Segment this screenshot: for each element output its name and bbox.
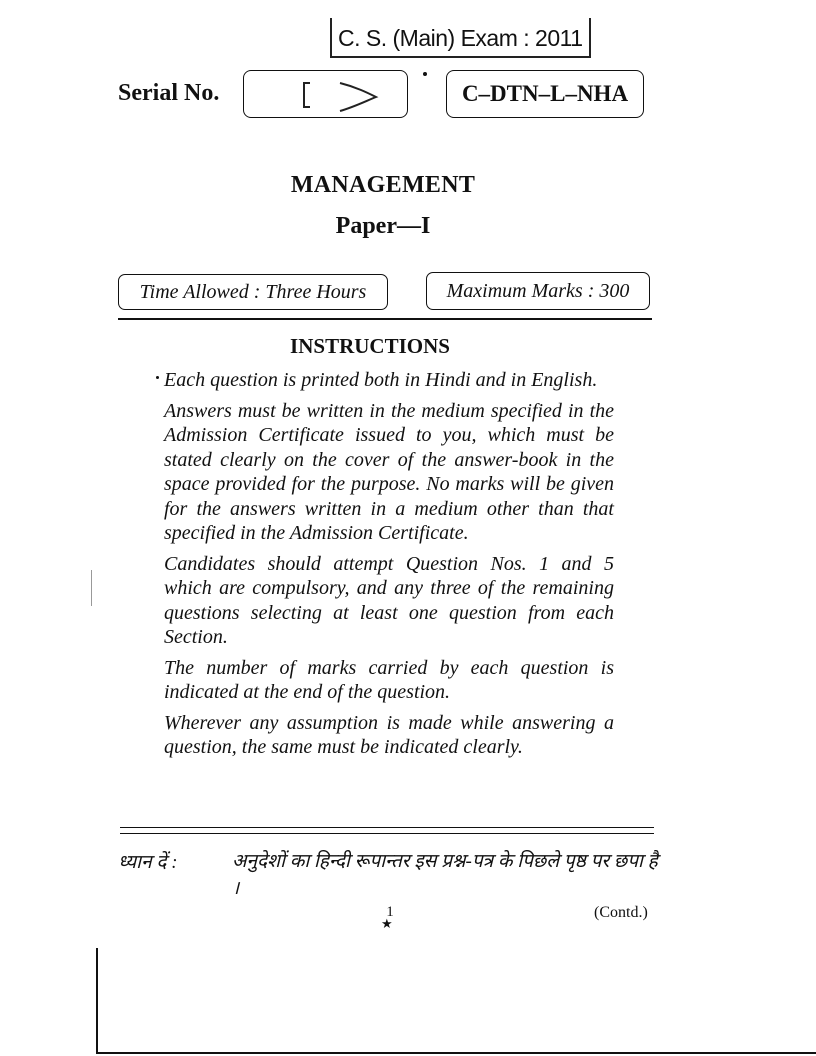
instruction-item <box>164 399 614 546</box>
divider <box>120 827 654 828</box>
contd-label: (Contd.) <box>594 904 648 921</box>
star-icon: ★ <box>381 916 393 931</box>
divider <box>118 318 652 320</box>
time-allowed: Time Allowed : Three Hours <box>118 274 388 310</box>
serial-number-box <box>243 70 408 118</box>
paper-title: Paper—I <box>335 213 431 239</box>
instruction-text: The number of marks carried by each question is indicated at the end of the question. <box>164 656 614 703</box>
subject-title: MANAGEMENT <box>290 172 476 198</box>
page-number: 1 <box>386 904 394 920</box>
hindi-note-text: अनुदेशों का हिन्दी रूपान्तर इस प्रश्न-पत्र के पिछले पृष्ठ पर छपा है । <box>232 851 658 899</box>
divider <box>120 833 654 834</box>
exam-stamp: C. S. (Main) Exam : 2011 <box>330 18 591 58</box>
instruction-item <box>164 711 614 760</box>
scan-border-bottom <box>96 1052 816 1054</box>
instruction-item <box>164 368 614 393</box>
instruction-text: Wherever any assumption is made while answering a question, the same must be indicated clearly. <box>164 711 614 758</box>
instruction-text: Each question is printed both in Hindi and in English. <box>164 369 598 391</box>
instruction-text: Answers must be written in the medium specified in the Admission Certificate issued to you, which must be stated clearly on the cover of the answer-book in the space provided for the purpose. No marks will be given for the answers written in a medium other than that specified in the Admission Certificate. <box>164 399 614 544</box>
handwritten-serial-mark <box>244 71 407 117</box>
paper-code-box: C–DTN–L–NHA <box>446 70 644 118</box>
instruction-item <box>164 552 614 650</box>
instructions-heading: INSTRUCTIONS <box>290 334 450 358</box>
bullet-dot <box>156 376 159 379</box>
serial-label: Serial No. <box>118 80 220 106</box>
instruction-text: Candidates should attempt Question Nos. 1 and 5 which are compulsory, and any three of the remaining questions selecting at least one question from each Section. <box>164 552 614 648</box>
scan-mark <box>91 570 92 606</box>
hindi-note-label: ध्यान दें : <box>118 852 178 873</box>
stray-dot <box>423 72 427 76</box>
maximum-marks: Maximum Marks : 300 <box>426 272 650 310</box>
instructions-list <box>164 368 614 766</box>
instruction-item <box>164 656 614 705</box>
scan-border-left <box>96 948 98 1054</box>
